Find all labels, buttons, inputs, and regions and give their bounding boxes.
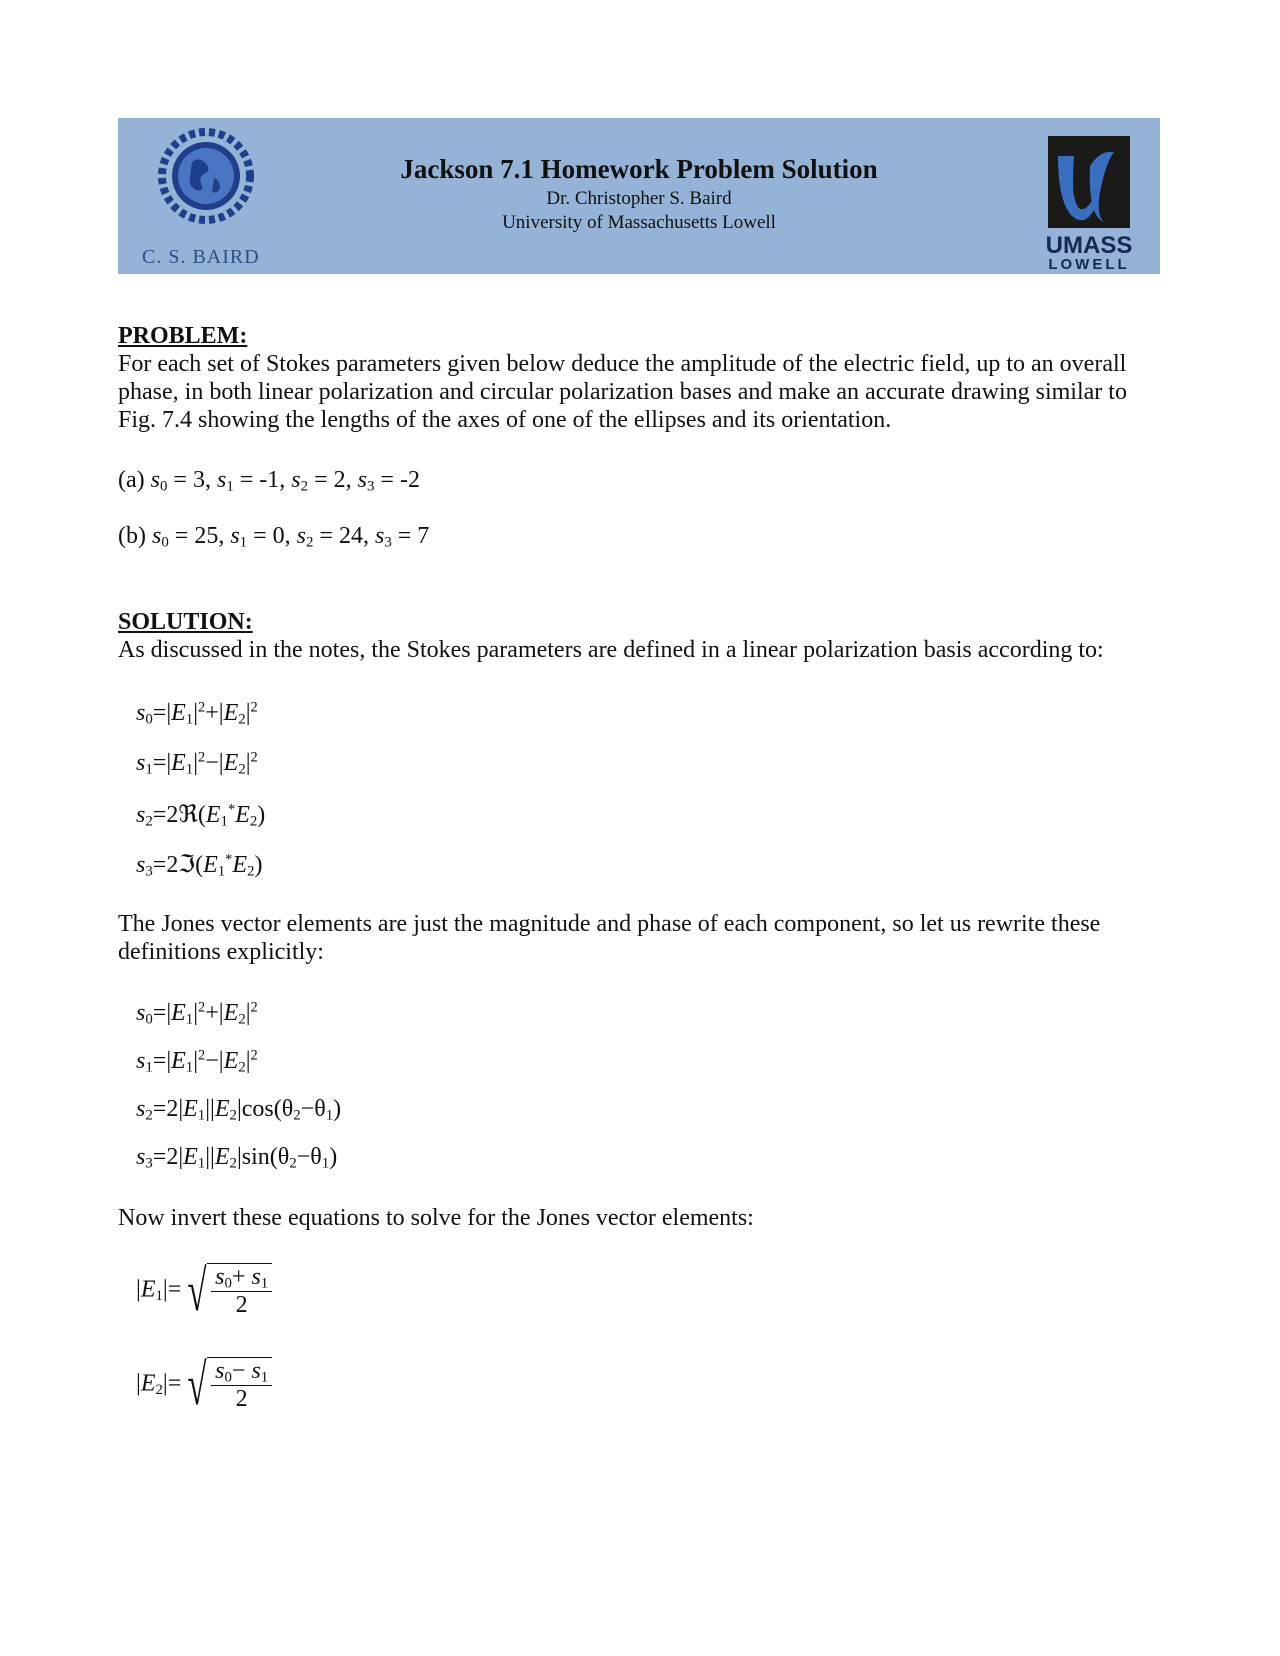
part-a-s1: -1: [259, 467, 280, 493]
part-b-label: (b): [118, 523, 146, 549]
jones-text: The Jones vector elements are just the magnitude and phase of each component, so let us rewrite these definitions explicitly:: [118, 911, 1101, 965]
equation-s2-explicit: $s_2=2|E_1||E_2|\cos(\theta_2-\theta_1)$: [136, 1096, 342, 1124]
part-b: (b) $s_0 = 25$, $s_1 = 0$, $s_2 = 24$, $s_3 = 7$: [118, 523, 430, 551]
institution-name: University of Massachusetts Lowell: [502, 212, 776, 233]
equation-s0-explicit: $s_0=|E_1|^2+|E_2|^2$: [136, 999, 258, 1028]
sqrt-icon: √: [187, 1352, 207, 1417]
header-banner: [118, 118, 1160, 274]
part-a-s3: -2: [399, 467, 420, 493]
solution-heading: SOLUTION:: [118, 609, 253, 635]
equation-s0-definition: $s_0=|E_1|^2+|E_2|^2$: [136, 699, 258, 728]
part-a-s2: 2: [333, 467, 346, 493]
sqrt-icon: √: [187, 1258, 207, 1323]
equation-s1-explicit: $s_1=|E_1|^2-|E_2|^2$: [136, 1047, 258, 1076]
imag-part-symbol: ℑ: [178, 852, 196, 878]
equation-E2-magnitude: $|E_2|=$ √ $\frac{s_0- s_1}{2}$: [136, 1356, 272, 1414]
real-part-symbol: ℜ: [178, 802, 198, 828]
author-name: Dr. Christopher S. Baird: [546, 188, 732, 209]
solution-intro: As discussed in the notes, the Stokes parameters are defined in a linear polarization basis according to:: [118, 637, 1104, 663]
umass-monogram-icon: [1044, 136, 1134, 232]
part-b-s2: 24: [338, 523, 363, 549]
invert-text: Now invert these equations to solve for the Jones vector elements:: [118, 1205, 754, 1231]
cos-label: cos: [241, 1096, 274, 1122]
lowell-logo-text: LOWELL: [1048, 256, 1130, 273]
part-a: (a) $s_0 = 3$, $s_1 = -1$, $s_2 = 2$, $s_3 = -2$: [118, 467, 420, 495]
equation-E1-magnitude: $|E_1|=$ √ $\frac{s_0+ s_1}{2}$: [136, 1262, 272, 1320]
part-a-s0: 3: [192, 467, 205, 493]
sin-label: sin: [241, 1144, 270, 1170]
problem-heading: PROBLEM:: [118, 323, 248, 349]
part-a-label: (a): [118, 467, 145, 493]
equation-s3-definition: $s_3=2ℑ(E_1^*E_2)$: [136, 851, 263, 880]
cs-baird-logo-text: C. S. BAIRD: [142, 246, 260, 268]
umass-lowell-logo: [1034, 136, 1144, 273]
part-b-s3: 7: [417, 523, 430, 549]
problem-text: For each set of Stokes parameters given below deduce the amplitude of the electric field, up to an overall phase, in both linear polarization and circular polarization bases and make an accurate drawing similar to Fig. 7.4 showing the lengths of the axes of one of the ellipses and its orientation.: [118, 351, 1127, 433]
page-title: Jackson 7.1 Homework Problem Solution: [400, 154, 878, 184]
equation-s3-explicit: $s_3=2|E_1||E_2|\sin(\theta_2-\theta_1)$: [136, 1144, 338, 1172]
part-b-s0: 25: [194, 523, 219, 549]
part-b-s1: 0: [272, 523, 285, 549]
equation-s2-definition: $s_2=2ℜ(E_1^*E_2)$: [136, 801, 266, 830]
umass-logo-text: UMASS: [1045, 232, 1133, 259]
equation-s1-definition: $s_1=|E_1|^2-|E_2|^2$: [136, 749, 258, 778]
